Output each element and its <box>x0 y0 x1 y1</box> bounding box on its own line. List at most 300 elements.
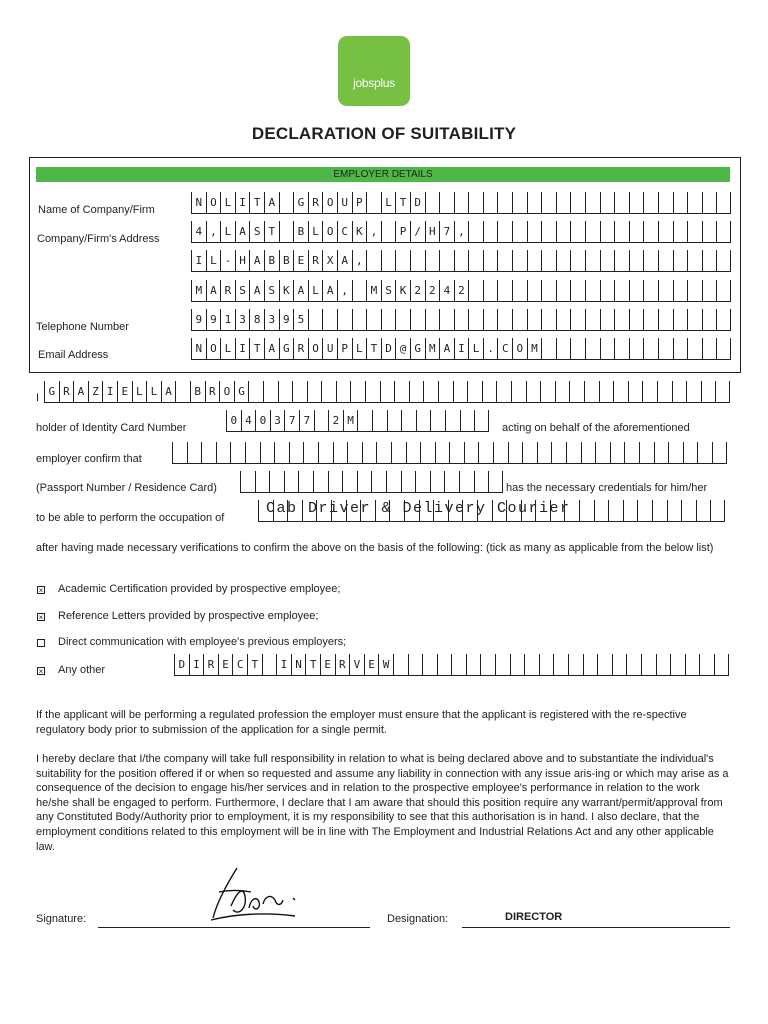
char-box[interactable] <box>205 381 220 403</box>
char-box[interactable] <box>381 309 396 331</box>
char-box[interactable] <box>527 250 542 272</box>
char-box[interactable] <box>284 471 299 493</box>
char-box[interactable] <box>594 500 609 522</box>
char-box[interactable] <box>629 280 644 302</box>
char-box[interactable] <box>716 192 731 214</box>
char-box[interactable] <box>262 654 277 676</box>
char-box[interactable] <box>614 192 629 214</box>
char-box[interactable] <box>425 338 440 360</box>
char-box[interactable] <box>673 221 688 243</box>
char-box[interactable] <box>454 280 469 302</box>
char-box[interactable] <box>335 654 350 676</box>
char-box[interactable] <box>322 221 337 243</box>
char-box[interactable] <box>264 280 279 302</box>
char-box[interactable] <box>206 309 221 331</box>
char-box[interactable] <box>410 338 425 360</box>
char-box[interactable] <box>687 250 702 272</box>
char-box[interactable] <box>581 442 596 464</box>
char-box[interactable] <box>715 381 730 403</box>
char-box[interactable] <box>291 654 306 676</box>
char-box[interactable] <box>702 309 717 331</box>
char-box[interactable] <box>299 410 314 432</box>
char-box[interactable] <box>401 410 416 432</box>
char-box[interactable] <box>497 280 512 302</box>
char-box[interactable] <box>395 250 410 272</box>
char-box[interactable] <box>425 221 440 243</box>
char-box[interactable] <box>643 221 658 243</box>
char-box[interactable] <box>639 442 654 464</box>
char-box[interactable] <box>714 654 729 676</box>
char-box[interactable] <box>497 250 512 272</box>
char-box[interactable] <box>206 280 221 302</box>
char-box[interactable] <box>527 280 542 302</box>
academic-checkbox[interactable]: × <box>38 586 44 595</box>
char-box[interactable] <box>342 471 357 493</box>
char-box[interactable] <box>600 338 615 360</box>
char-box[interactable] <box>308 221 323 243</box>
char-box[interactable] <box>712 442 727 464</box>
char-box[interactable] <box>415 471 430 493</box>
char-box[interactable] <box>366 192 381 214</box>
char-box[interactable] <box>425 309 440 331</box>
char-box[interactable] <box>527 221 542 243</box>
any-other-field[interactable] <box>174 654 729 676</box>
char-box[interactable] <box>483 250 498 272</box>
char-box[interactable] <box>289 442 304 464</box>
char-box[interactable] <box>235 280 250 302</box>
char-box[interactable] <box>658 338 673 360</box>
char-box[interactable] <box>629 338 644 360</box>
reference-checkbox[interactable]: × <box>38 613 44 622</box>
char-box[interactable] <box>269 471 284 493</box>
char-box[interactable] <box>378 654 393 676</box>
char-box[interactable] <box>658 280 673 302</box>
char-box[interactable] <box>697 442 712 464</box>
char-box[interactable] <box>454 250 469 272</box>
char-box[interactable] <box>235 221 250 243</box>
char-box[interactable] <box>410 309 425 331</box>
char-box[interactable] <box>608 500 623 522</box>
char-box[interactable] <box>556 250 571 272</box>
char-box[interactable] <box>439 192 454 214</box>
char-box[interactable] <box>483 192 498 214</box>
char-box[interactable] <box>658 309 673 331</box>
char-box[interactable] <box>459 471 474 493</box>
char-box[interactable] <box>189 654 204 676</box>
char-box[interactable] <box>468 250 483 272</box>
char-box[interactable] <box>381 250 396 272</box>
char-box[interactable] <box>333 442 348 464</box>
char-box[interactable] <box>716 221 731 243</box>
char-box[interactable] <box>410 192 425 214</box>
char-box[interactable] <box>553 654 568 676</box>
char-box[interactable] <box>438 381 453 403</box>
char-box[interactable] <box>59 381 74 403</box>
char-box[interactable] <box>314 410 329 432</box>
char-box[interactable] <box>303 442 318 464</box>
char-box[interactable] <box>357 410 372 432</box>
char-box[interactable] <box>235 250 250 272</box>
char-box[interactable] <box>219 381 234 403</box>
char-box[interactable] <box>422 654 437 676</box>
char-box[interactable] <box>658 192 673 214</box>
char-box[interactable] <box>73 381 88 403</box>
char-box[interactable] <box>410 221 425 243</box>
char-box[interactable] <box>206 192 221 214</box>
char-box[interactable] <box>702 250 717 272</box>
char-box[interactable] <box>191 338 206 360</box>
char-box[interactable] <box>556 338 571 360</box>
char-box[interactable] <box>264 338 279 360</box>
char-box[interactable] <box>541 250 556 272</box>
char-box[interactable] <box>337 192 352 214</box>
char-box[interactable] <box>274 442 289 464</box>
char-box[interactable] <box>628 381 643 403</box>
char-box[interactable] <box>614 338 629 360</box>
confirm-field[interactable] <box>172 442 727 464</box>
char-box[interactable] <box>318 442 333 464</box>
char-box[interactable] <box>308 309 323 331</box>
char-box[interactable] <box>478 442 493 464</box>
char-box[interactable] <box>279 192 294 214</box>
char-box[interactable] <box>585 192 600 214</box>
char-box[interactable] <box>495 654 510 676</box>
char-box[interactable] <box>685 654 700 676</box>
char-box[interactable] <box>641 654 656 676</box>
char-box[interactable] <box>381 338 396 360</box>
char-box[interactable] <box>430 410 445 432</box>
char-box[interactable] <box>264 192 279 214</box>
char-box[interactable] <box>570 250 585 272</box>
char-box[interactable] <box>322 309 337 331</box>
char-box[interactable] <box>716 309 731 331</box>
char-box[interactable] <box>568 654 583 676</box>
char-box[interactable] <box>439 250 454 272</box>
char-box[interactable] <box>235 309 250 331</box>
char-box[interactable] <box>293 192 308 214</box>
char-box[interactable] <box>570 338 585 360</box>
char-box[interactable] <box>673 250 688 272</box>
char-box[interactable] <box>537 442 552 464</box>
char-box[interactable] <box>366 338 381 360</box>
char-box[interactable] <box>357 471 372 493</box>
char-box[interactable] <box>249 280 264 302</box>
char-box[interactable] <box>248 381 263 403</box>
email-field[interactable] <box>191 338 731 360</box>
char-box[interactable] <box>328 410 343 432</box>
char-box[interactable] <box>308 250 323 272</box>
char-box[interactable] <box>255 410 270 432</box>
char-box[interactable] <box>483 221 498 243</box>
char-box[interactable] <box>643 192 658 214</box>
char-box[interactable] <box>497 221 512 243</box>
char-box[interactable] <box>249 192 264 214</box>
char-box[interactable] <box>629 250 644 272</box>
char-box[interactable] <box>614 221 629 243</box>
char-box[interactable] <box>527 309 542 331</box>
char-box[interactable] <box>226 410 241 432</box>
char-box[interactable] <box>673 192 688 214</box>
char-box[interactable] <box>585 309 600 331</box>
char-box[interactable] <box>656 654 671 676</box>
char-box[interactable] <box>394 381 409 403</box>
char-box[interactable] <box>313 471 328 493</box>
char-box[interactable] <box>395 309 410 331</box>
char-box[interactable] <box>496 381 511 403</box>
char-box[interactable] <box>284 410 299 432</box>
char-box[interactable] <box>512 221 527 243</box>
char-box[interactable] <box>203 654 218 676</box>
char-box[interactable] <box>264 309 279 331</box>
char-box[interactable] <box>614 250 629 272</box>
char-box[interactable] <box>716 280 731 302</box>
char-box[interactable] <box>425 250 440 272</box>
char-box[interactable] <box>600 309 615 331</box>
char-box[interactable] <box>637 500 652 522</box>
char-box[interactable] <box>643 250 658 272</box>
char-box[interactable] <box>556 309 571 331</box>
char-box[interactable] <box>102 381 117 403</box>
char-box[interactable] <box>629 192 644 214</box>
char-box[interactable] <box>527 338 542 360</box>
char-box[interactable] <box>175 381 190 403</box>
char-box[interactable] <box>381 221 396 243</box>
declarant-name-field[interactable] <box>44 381 730 403</box>
char-box[interactable] <box>687 309 702 331</box>
char-box[interactable] <box>702 192 717 214</box>
char-box[interactable] <box>187 442 202 464</box>
char-box[interactable] <box>322 250 337 272</box>
char-box[interactable] <box>468 221 483 243</box>
char-box[interactable] <box>468 192 483 214</box>
char-box[interactable] <box>337 280 352 302</box>
char-box[interactable] <box>512 192 527 214</box>
char-box[interactable] <box>439 280 454 302</box>
char-box[interactable] <box>174 654 189 676</box>
char-box[interactable] <box>117 381 132 403</box>
char-box[interactable] <box>623 500 638 522</box>
char-box[interactable] <box>298 471 313 493</box>
char-box[interactable] <box>626 654 641 676</box>
char-box[interactable] <box>570 309 585 331</box>
char-box[interactable] <box>263 381 278 403</box>
char-box[interactable] <box>343 410 358 432</box>
char-box[interactable] <box>307 381 322 403</box>
char-box[interactable] <box>702 338 717 360</box>
char-box[interactable] <box>279 309 294 331</box>
char-box[interactable] <box>716 338 731 360</box>
char-box[interactable] <box>161 381 176 403</box>
char-box[interactable] <box>701 381 716 403</box>
char-box[interactable] <box>364 654 379 676</box>
char-box[interactable] <box>191 309 206 331</box>
char-box[interactable] <box>524 654 539 676</box>
char-box[interactable] <box>435 442 450 464</box>
char-box[interactable] <box>88 381 103 403</box>
char-box[interactable] <box>191 192 206 214</box>
char-box[interactable] <box>371 471 386 493</box>
char-box[interactable] <box>600 192 615 214</box>
char-box[interactable] <box>293 309 308 331</box>
char-box[interactable] <box>673 309 688 331</box>
char-box[interactable] <box>624 442 639 464</box>
char-box[interactable] <box>681 500 696 522</box>
char-box[interactable] <box>234 381 249 403</box>
char-box[interactable] <box>716 250 731 272</box>
char-box[interactable] <box>206 221 221 243</box>
char-box[interactable] <box>551 442 566 464</box>
char-box[interactable] <box>172 442 187 464</box>
char-box[interactable] <box>235 338 250 360</box>
char-box[interactable] <box>241 410 256 432</box>
char-box[interactable] <box>540 381 555 403</box>
char-box[interactable] <box>352 280 367 302</box>
char-box[interactable] <box>497 309 512 331</box>
char-box[interactable] <box>642 381 657 403</box>
char-box[interactable] <box>439 309 454 331</box>
char-box[interactable] <box>539 654 554 676</box>
char-box[interactable] <box>508 442 523 464</box>
char-box[interactable] <box>409 381 424 403</box>
char-box[interactable] <box>613 381 628 403</box>
char-box[interactable] <box>44 381 59 403</box>
char-box[interactable] <box>555 381 570 403</box>
char-box[interactable] <box>279 221 294 243</box>
char-box[interactable] <box>454 221 469 243</box>
char-box[interactable] <box>686 381 701 403</box>
char-box[interactable] <box>401 471 416 493</box>
char-box[interactable] <box>191 280 206 302</box>
char-box[interactable] <box>230 442 245 464</box>
char-box[interactable] <box>614 280 629 302</box>
char-box[interactable] <box>460 410 475 432</box>
char-box[interactable] <box>308 338 323 360</box>
char-box[interactable] <box>381 280 396 302</box>
char-box[interactable] <box>308 280 323 302</box>
char-box[interactable] <box>425 280 440 302</box>
char-box[interactable] <box>430 471 445 493</box>
char-box[interactable] <box>480 654 495 676</box>
char-box[interactable] <box>670 654 685 676</box>
char-box[interactable] <box>658 221 673 243</box>
char-box[interactable] <box>293 280 308 302</box>
char-box[interactable] <box>220 221 235 243</box>
char-box[interactable] <box>255 471 270 493</box>
char-box[interactable] <box>240 471 255 493</box>
char-box[interactable] <box>474 410 489 432</box>
char-box[interactable] <box>482 381 497 403</box>
char-box[interactable] <box>352 338 367 360</box>
char-box[interactable] <box>699 654 714 676</box>
char-box[interactable] <box>279 250 294 272</box>
char-box[interactable] <box>687 192 702 214</box>
char-box[interactable] <box>585 221 600 243</box>
char-box[interactable] <box>190 381 205 403</box>
char-box[interactable] <box>687 221 702 243</box>
char-box[interactable] <box>483 309 498 331</box>
char-box[interactable] <box>541 309 556 331</box>
char-box[interactable] <box>672 381 687 403</box>
char-box[interactable] <box>264 221 279 243</box>
char-box[interactable] <box>451 654 466 676</box>
char-box[interactable] <box>352 192 367 214</box>
char-box[interactable] <box>439 338 454 360</box>
char-box[interactable] <box>483 280 498 302</box>
char-box[interactable] <box>570 280 585 302</box>
char-box[interactable] <box>668 442 683 464</box>
char-box[interactable] <box>584 381 599 403</box>
char-box[interactable] <box>366 250 381 272</box>
char-box[interactable] <box>220 192 235 214</box>
char-box[interactable] <box>220 309 235 331</box>
char-box[interactable] <box>702 280 717 302</box>
char-box[interactable] <box>497 338 512 360</box>
char-box[interactable] <box>410 250 425 272</box>
char-box[interactable] <box>483 338 498 360</box>
char-box[interactable] <box>216 442 231 464</box>
direct-communication-checkbox[interactable] <box>37 639 45 647</box>
char-box[interactable] <box>466 654 481 676</box>
char-box[interactable] <box>352 221 367 243</box>
char-box[interactable] <box>474 471 489 493</box>
char-box[interactable] <box>420 442 435 464</box>
char-box[interactable] <box>583 654 598 676</box>
char-box[interactable] <box>541 338 556 360</box>
char-box[interactable] <box>541 280 556 302</box>
char-box[interactable] <box>512 280 527 302</box>
char-box[interactable] <box>444 471 459 493</box>
char-box[interactable] <box>260 442 275 464</box>
char-box[interactable] <box>235 192 250 214</box>
char-box[interactable] <box>454 338 469 360</box>
char-box[interactable] <box>497 192 512 214</box>
char-box[interactable] <box>249 309 264 331</box>
char-box[interactable] <box>512 250 527 272</box>
char-box[interactable] <box>556 280 571 302</box>
char-box[interactable] <box>395 192 410 214</box>
char-box[interactable] <box>293 221 308 243</box>
char-box[interactable] <box>366 309 381 331</box>
char-box[interactable] <box>322 280 337 302</box>
char-box[interactable] <box>570 221 585 243</box>
char-box[interactable] <box>387 410 402 432</box>
char-box[interactable] <box>391 442 406 464</box>
char-box[interactable] <box>683 442 698 464</box>
char-box[interactable] <box>249 221 264 243</box>
char-box[interactable] <box>365 381 380 403</box>
char-box[interactable] <box>146 381 161 403</box>
id-card-field[interactable] <box>226 410 489 432</box>
char-box[interactable] <box>264 250 279 272</box>
char-box[interactable] <box>322 192 337 214</box>
char-box[interactable] <box>336 381 351 403</box>
char-box[interactable] <box>510 654 525 676</box>
char-box[interactable] <box>191 250 206 272</box>
address-line3-field[interactable] <box>191 280 731 302</box>
char-box[interactable] <box>654 442 669 464</box>
char-box[interactable] <box>249 250 264 272</box>
char-box[interactable] <box>423 381 438 403</box>
char-box[interactable] <box>599 381 614 403</box>
char-box[interactable] <box>337 309 352 331</box>
char-box[interactable] <box>512 309 527 331</box>
char-box[interactable] <box>464 442 479 464</box>
char-box[interactable] <box>218 654 233 676</box>
char-box[interactable] <box>416 410 431 432</box>
char-box[interactable] <box>352 250 367 272</box>
char-box[interactable] <box>410 280 425 302</box>
char-box[interactable] <box>600 280 615 302</box>
